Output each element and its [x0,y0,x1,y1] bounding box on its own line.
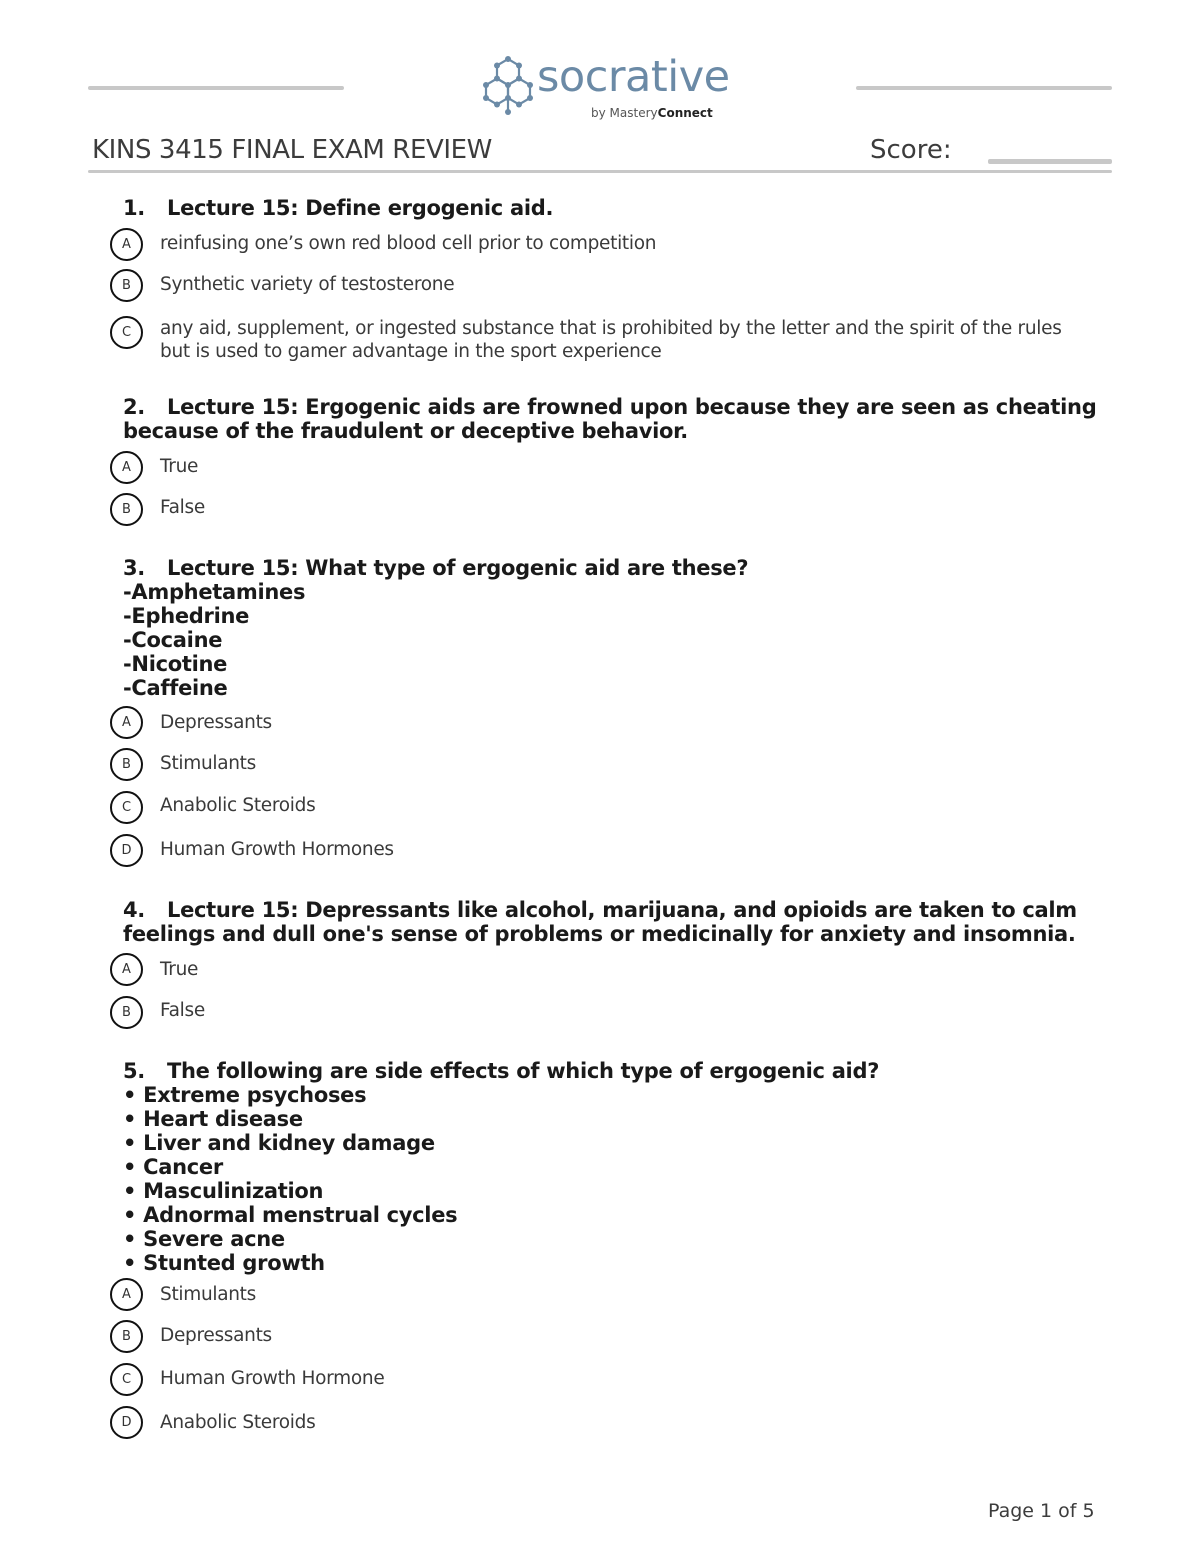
answer-text-1c: any aid, supplement, or ingested substance that is prohibited by the letter and the spirit of the rules but is used to gamer advantage in the sport experience [160,318,1062,362]
socrative-logo [482,52,730,124]
answer-text-5c: Human Growth Hormone [160,1368,385,1389]
answer-bubble-3b[interactable]: B [110,748,143,781]
answer-text-1a: reinfusing one’s own red blood cell prior to competition [160,233,657,254]
answer-bubble-4a[interactable]: A [110,953,143,986]
answer-text-3b: Stimulants [160,753,256,774]
answer-text-3d: Human Growth Hormones [160,839,394,860]
answer-text-5b: Depressants [160,1325,272,1346]
header-rule-left [88,86,344,90]
answer-bubble-1c[interactable]: C [110,316,143,349]
question-number: 5. [123,1059,145,1083]
answer-bubble-5a[interactable]: A [110,1278,143,1311]
question-4 [123,898,1077,946]
logo-wordmark: socrative [537,52,730,102]
answer-text-5a: Stimulants [160,1284,256,1305]
answer-text-1b: Synthetic variety of testosterone [160,274,455,295]
answer-text-5d: Anabolic Steroids [160,1412,316,1433]
question-1 [123,196,553,220]
question-text: Lecture 15: Define ergogenic aid. [167,196,554,220]
answer-bubble-4b[interactable]: B [110,996,143,1029]
question-number: 1. [123,196,145,220]
title-underline [88,170,1112,173]
logo-connect-text: Connect [657,106,713,120]
logo-by-text: by [591,106,606,120]
answer-text-3c: Anabolic Steroids [160,795,316,816]
answer-bubble-2b[interactable]: B [110,493,143,526]
score-label: Score: [870,135,952,165]
answer-bubble-5d[interactable]: D [110,1406,143,1439]
question-number: 2. [123,395,145,419]
question-text: Lecture 15: Ergogenic aids are frowned upon because they are seen as cheating because of the fraudulent or deceptive behavior. [123,395,1097,443]
question-number: 3. [123,556,145,580]
question-3 [123,556,748,700]
answer-text-2b: False [160,497,205,518]
question-2 [123,395,1096,443]
score-field[interactable] [988,159,1112,164]
answer-text-3a: Depressants [160,712,272,733]
answer-text-4b: False [160,1000,205,1021]
question-text: Lecture 15: What type of ergogenic aid are these? -Amphetamines -Ephedrine -Cocaine -Nicotine -Caffeine [123,556,749,700]
answer-bubble-5c[interactable]: C [110,1363,143,1396]
answer-bubble-1b[interactable]: B [110,269,143,302]
answer-bubble-3c[interactable]: C [110,791,143,824]
answer-bubble-2a[interactable]: A [110,451,143,484]
question-text: The following are side effects of which type of ergogenic aid? • Extreme psychoses • Heart disease • Liver and kidney damage • Cancer • Masculinization • Adnormal menstrual cycles • Severe acne • Stunted growth [123,1059,880,1275]
answer-bubble-5b[interactable]: B [110,1320,143,1353]
logo-byline [591,107,713,119]
question-text: Lecture 15: Depressants like alcohol, marijuana, and opioids are taken to calm feelings and dull one's sense of problems or medicinally for anxiety and insomnia. [123,898,1077,946]
question-5 [123,1059,879,1275]
hexagon-logo-icon [482,56,534,116]
answer-bubble-3a[interactable]: A [110,706,143,739]
page-number: Page 1 of 5 [988,1500,1095,1522]
page-title: KINS 3415 FINAL EXAM REVIEW [92,135,492,165]
logo-mastery-text: Mastery [609,106,658,120]
question-number: 4. [123,898,145,922]
answer-text-4a: True [160,959,199,980]
answer-bubble-3d[interactable]: D [110,834,143,867]
answer-bubble-1a[interactable]: A [110,228,143,261]
answer-text-2a: True [160,456,199,477]
header-rule-right [856,86,1112,90]
